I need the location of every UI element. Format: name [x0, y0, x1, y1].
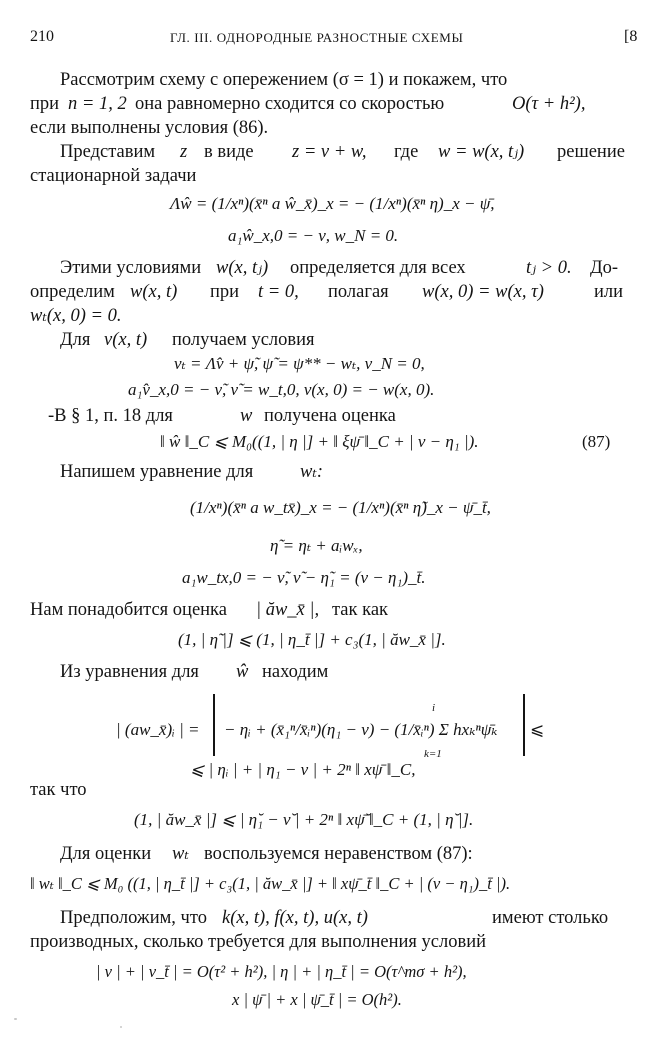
equation: | (aw_x̄)ᵢ | =: [116, 720, 200, 739]
equation: (1, | ăw_x̄ |] ⩽ | η̆₁ − ν̆ | + 2ⁿ ‖ xψ̆̄ ‖_C + (1, | η̆ |].: [134, 810, 474, 829]
text-segment: Представим: [60, 142, 156, 162]
text-segment: если выполнены условия (86).: [30, 118, 269, 138]
equation: a₁v̂_x,0 = − ν̃, ν̃ = w_t,0, v(x, 0) = − w(x, 0).: [128, 380, 435, 399]
equation: x | ψ̄ | + x | ψ̄_t̄ | = O(h²).: [232, 990, 402, 1009]
text-segment: так что: [30, 780, 87, 800]
math-inline: wₜ(x, 0) = 0.: [30, 306, 122, 326]
text-segment: имеют столько: [492, 908, 609, 928]
abs-bar-left: [213, 694, 215, 756]
equation: − ηᵢ + (x̄₁ⁿ/x̄ᵢⁿ)(η₁ − ν) − (1/x̄ᵢⁿ) Σ hxₖⁿψ̄ₖ: [224, 720, 498, 739]
math-inline: t = 0,: [258, 282, 299, 302]
math-inline: | ăw_x̄ |,: [256, 600, 320, 620]
text-segment: Нам понадобится оценка: [30, 600, 227, 620]
text-segment: получена оценка: [264, 406, 396, 426]
page-number: 210: [30, 28, 54, 45]
text-segment: находим: [262, 662, 329, 682]
text-segment: при: [210, 282, 240, 302]
text-segment: в виде: [204, 142, 254, 162]
equation: ‖ wₜ ‖_C ⩽ M₀ ((1, | η_t̄ |] + c₃(1, | ăw_x̄ |] + ‖ xψ̄_t̄ ‖_C + | (ν − η₁)_t̄ |).: [30, 874, 511, 893]
text-segment: Этими условиями: [60, 258, 202, 278]
math-inline: w(x, t): [130, 282, 178, 302]
text-segment: Рассмотрим схему с опережением (σ = 1) и покажем, что: [60, 70, 508, 90]
sum-upper-limit: i: [432, 702, 436, 714]
math-inline: O(τ + h²),: [512, 94, 586, 114]
math-inline: wₜ:: [300, 462, 324, 482]
equation: (1/xⁿ)(x̄ⁿ a w_tx̄)_x = − (1/xⁿ)(x̄ⁿ η̃)_x − ψ̄_t̄,: [190, 498, 491, 517]
text-segment: определяется для всех: [290, 258, 466, 278]
text-segment: определим: [30, 282, 115, 302]
text-segment: решение: [557, 142, 625, 162]
equation: vₜ = Λv̂ + ψ̃, ψ̃ = ψ** − wₜ, v_N = 0,: [174, 354, 425, 373]
running-head: ГЛ. III. ОДНОРОДНЫЕ РАЗНОСТНЫЕ СХЕМЫ: [170, 30, 464, 45]
math-inline: z: [180, 142, 188, 162]
equation-line: [0, 702, 650, 766]
text-segment: так как: [332, 600, 389, 620]
text-segment: полагая: [328, 282, 389, 302]
math-inline: tⱼ > 0.: [526, 258, 572, 278]
text-segment: получаем условия: [172, 330, 315, 350]
text-segment: Предположим, что: [60, 908, 207, 928]
math-inline: w(x, tⱼ): [216, 258, 269, 278]
math-inline: k(x, t), f(x, t), u(x, t): [222, 908, 368, 928]
abs-bar-right: [523, 694, 525, 756]
text-segment: или: [594, 282, 624, 302]
text-segment: Напишем уравнение для: [60, 462, 254, 482]
math-inline: n = 1, 2: [68, 94, 127, 114]
equation: a₁w_tx,0 = − ν̃, ν̃ − η̃₁ = (ν − η₁)_t̄.: [182, 568, 426, 587]
text-segment: она равномерно сходится со скоростью: [135, 94, 445, 114]
equation: | ν | + | ν_t̄ | = O(τ² + h²), | η | + | η_t̄ | = O(τ^mσ + h²),: [96, 962, 467, 981]
equation: ⩽ | ηᵢ | + | η₁ − ν | + 2ⁿ ‖ xψ̄ ‖_C,: [190, 760, 416, 779]
math-inline: z = v + w,: [292, 142, 367, 162]
text-segment: производных, сколько требуется для выполнения условий: [30, 932, 486, 952]
scan-speck: [120, 1026, 122, 1028]
text-segment: воспользуемся неравенством (87):: [204, 844, 473, 864]
scan-speck: [14, 1018, 17, 1020]
equation-number: (87): [582, 432, 611, 451]
sum-lower-limit: k=1: [424, 748, 442, 760]
equation: (1, | η̃ |] ⩽ (1, | η_t̄ |] + c₃(1, | ăw_x̄ |].: [178, 630, 446, 649]
math-inline: v(x, t): [104, 330, 148, 350]
equation: ‖ ŵ ‖_C ⩽ M₀((1, | η |] + ‖ ξψ̄ ‖_C + | ν − η₁ |).: [160, 432, 479, 451]
equation: a₁ŵ_x,0 = − ν, w_N = 0.: [228, 226, 399, 245]
equation: Λŵ = (1/xⁿ)(x̄ⁿ a ŵ_x̄)_x = − (1/xⁿ)(x̄ⁿ η)_x − ψ̄,: [170, 194, 495, 213]
math-inline: wₜ: [172, 844, 189, 864]
text-segment: Из уравнения для: [60, 662, 199, 682]
text-segment: где: [394, 142, 419, 162]
text-segment: Для: [60, 330, 91, 350]
text-segment: Для оценки: [60, 844, 152, 864]
text-segment: при: [30, 94, 60, 114]
equation: ⩽: [530, 720, 545, 739]
math-inline: w(x, 0) = w(x, τ): [422, 282, 544, 302]
section-marker: [8: [624, 28, 638, 45]
text-segment: -В § 1, п. 18 для: [48, 406, 173, 426]
math-inline: w = w(x, tⱼ): [438, 142, 525, 162]
math-inline: ŵ: [236, 662, 249, 682]
text-segment: До-: [590, 258, 619, 278]
text-segment: стационарной задачи: [30, 166, 197, 186]
equation: η̃ = ηₜ + aᵢwₓ,: [270, 536, 363, 555]
math-inline: w: [240, 406, 253, 426]
